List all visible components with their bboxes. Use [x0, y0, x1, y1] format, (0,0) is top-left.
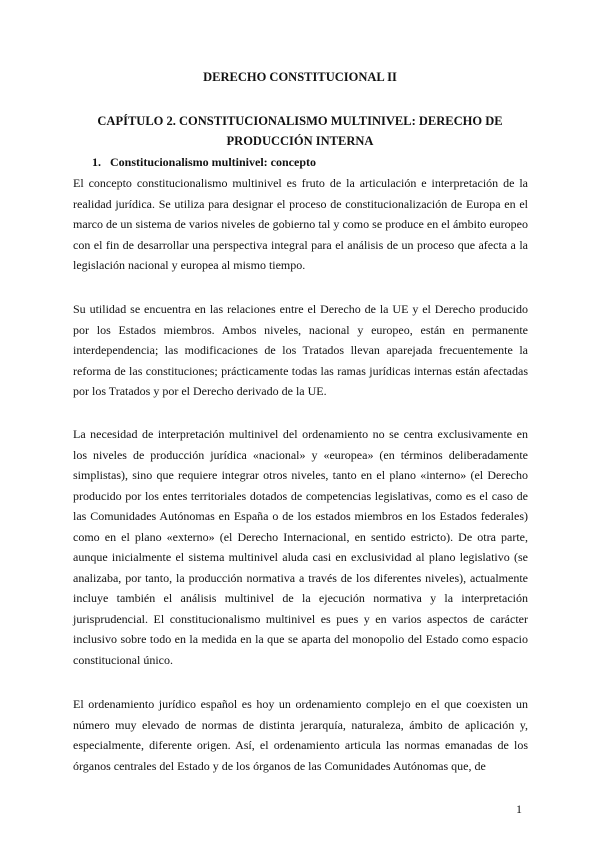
paragraph-1: El concepto constitucionalismo multinivel es fruto de la articulación e interpretación de la realidad jurídica. Se utiliza para designar el proceso de constitucionalización de Europa en el marco de un sistema de varios niveles de gobierno tal y como se produce en el ámbito europeo con el fin de desarrollar una perspectiva integral para el análisis de un proceso que afecta a la legislación nacional y europea al mismo tiempo. — [73, 176, 528, 272]
paragraph-3: La necesidad de interpretación multinivel del ordenamiento no se centra exclusivamente en los niveles de producción jurídica «nacional» y «europea» (en términos deliberadamente simplistas), sino que requiere integrar otros niveles, tanto en el plano «interno» (el Derecho producido por los entes territoriales dotados de competencias legislativas, como es el caso de las Comunidades Autónomas en España o de los estados miembros en los Estados federales) como en el plano «externo» (el Derecho Internacional, en sentido estricto). De otra parte, aunque inicialmente el sistema multinivel aluda casi en exclusividad al plano legislativo (se analizaba, por tanto, la producción normativa a través de los diferentes niveles), actualmente incluye también el análisis multinivel de la ejecución normativa y la interpretación jurisprudencial. El constitucionalismo multinivel es pues y en varios aspectos de carácter inclusivo sobre todo en la medida en la que se aparta del monopolio del Estado como espacio constitucional único. — [73, 427, 528, 667]
section-number: 1. — [92, 155, 101, 169]
paragraph-2: Su utilidad se encuentra en las relaciones entre el Derecho de la UE y el Derecho producido por los Estados miembros. Ambos niveles, nacional y europeo, están en permanente interdependencia; las modificaciones de los Tratados llevan aparejada frecuentemente la reforma de las constituciones; prácticamente todas las ramas jurídicas internas están afectadas por los Tratados y por el Derecho derivado de la UE. — [73, 302, 528, 398]
page-number: 1 — [516, 802, 522, 816]
section-title: Constitucionalismo multinivel: concepto — [110, 155, 316, 169]
section-heading — [92, 153, 316, 171]
paragraph-4-container — [73, 694, 528, 780]
chapter-title: CAPÍTULO 2. CONSTITUCIONALISMO MULTINIVEL: DERECHO DE PRODUCCIÓN INTERNA — [97, 114, 503, 148]
document-title: DERECHO CONSTITUCIONAL II — [203, 70, 397, 84]
paragraph-4: El ordenamiento jurídico español es hoy un ordenamiento complejo en el que coexisten un número muy elevado de normas de distinta jerarquía, naturaleza, ámbito de aplicación y, especialmente, diferente origen. Así, el ordenamiento articula las normas emanadas de los órganos centrales del Estado y de los órganos de las Comunidades Autónomas que, de — [73, 697, 528, 773]
